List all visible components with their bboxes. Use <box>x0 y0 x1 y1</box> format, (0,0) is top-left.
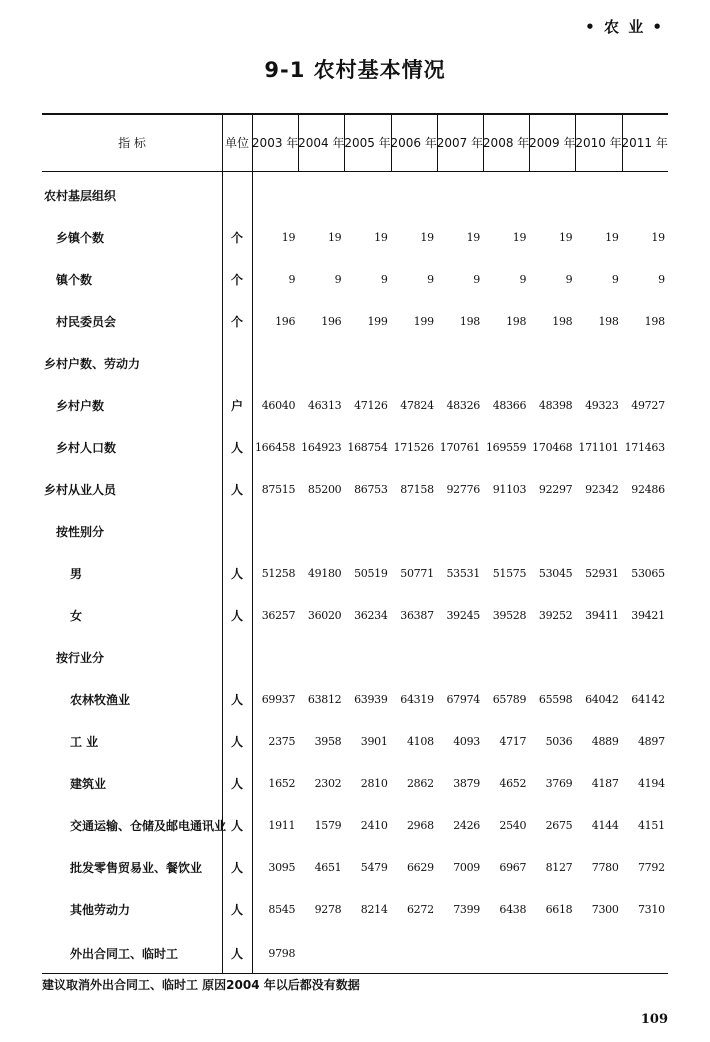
row-unit: 户 <box>230 399 243 413</box>
cell-value: 1652 <box>268 777 296 790</box>
cell-value: 39252 <box>538 609 573 622</box>
footnote: 建议取消外出合同工、临时工 原因2004 年以后都没有数据 <box>42 978 360 992</box>
cell-value: 7780 <box>591 861 619 874</box>
cell-value: 50519 <box>354 567 388 580</box>
row-unit: 人 <box>230 483 243 497</box>
row-unit: 人 <box>230 735 243 749</box>
table-row <box>42 774 668 794</box>
cell-value: 53045 <box>538 567 573 580</box>
cell-value: 7310 <box>637 903 665 916</box>
cell-value: 39528 <box>492 609 527 622</box>
table-row <box>42 438 668 458</box>
cell-value: 19 <box>512 231 527 244</box>
cell-value: 7399 <box>453 903 480 916</box>
cell-value: 171526 <box>393 441 434 454</box>
cell-value: 19 <box>558 231 573 244</box>
cell-value: 4144 <box>591 819 619 832</box>
cell-value: 1579 <box>314 819 342 832</box>
table-row <box>42 648 668 668</box>
cell-value: 198 <box>552 315 573 328</box>
cell-value: 9 <box>658 273 665 286</box>
cell-value: 19 <box>281 231 296 244</box>
cell-value: 3958 <box>314 735 342 748</box>
cell-value: 49727 <box>631 399 665 412</box>
table-row <box>42 312 668 332</box>
cell-value: 85200 <box>307 483 342 496</box>
cell-value: 1911 <box>268 819 296 832</box>
cell-value: 2540 <box>499 819 527 832</box>
cell-value: 48366 <box>492 399 527 412</box>
table-row <box>42 480 668 500</box>
row-label: 批发零售贸易业、餐饮业 <box>70 861 203 875</box>
cell-value: 166458 <box>254 441 296 454</box>
cell-value: 53531 <box>446 567 480 580</box>
cell-value: 4717 <box>499 735 527 748</box>
cell-value: 47126 <box>354 399 388 412</box>
cell-value: 46313 <box>307 399 342 412</box>
row-unit: 人 <box>230 819 243 833</box>
cell-value: 64319 <box>400 693 434 706</box>
header-divider <box>437 114 438 171</box>
cell-value: 36257 <box>261 609 296 622</box>
cell-value: 39245 <box>446 609 480 622</box>
cell-value: 65789 <box>492 693 527 706</box>
cell-value: 19 <box>374 231 388 244</box>
row-unit: 人 <box>230 861 243 875</box>
cell-value: 9 <box>473 273 480 286</box>
cell-value: 64042 <box>585 693 619 706</box>
table-row <box>42 396 668 416</box>
cell-value: 64142 <box>631 693 665 706</box>
cell-value: 7009 <box>453 861 480 874</box>
cell-value: 39421 <box>631 609 665 622</box>
table-row <box>42 944 668 964</box>
row-label: 外出合同工、临时工 <box>70 947 179 961</box>
table-row <box>42 522 668 542</box>
table-bottom-rule <box>42 973 668 974</box>
row-unit: 人 <box>230 609 243 623</box>
cell-value: 39411 <box>585 609 619 622</box>
header-divider <box>344 114 345 171</box>
cell-value: 9 <box>519 273 527 286</box>
cell-value: 170468 <box>532 441 573 454</box>
cell-value: 198 <box>506 315 527 328</box>
cell-value: 9 <box>288 273 296 286</box>
row-label: 乡镇个数 <box>56 231 105 245</box>
cell-value: 8545 <box>268 903 296 916</box>
row-label: 其他劳动力 <box>70 903 131 917</box>
cell-value: 171101 <box>578 441 619 454</box>
table-row <box>42 606 668 626</box>
cell-value: 9798 <box>268 947 296 960</box>
row-unit: 人 <box>230 441 243 455</box>
cell-value: 36387 <box>400 609 434 622</box>
cell-value: 50771 <box>400 567 434 580</box>
cell-value: 19 <box>605 231 619 244</box>
header-year: 2006 年 <box>390 136 437 150</box>
cell-value: 46040 <box>261 399 296 412</box>
cell-value: 2675 <box>545 819 573 832</box>
cell-value: 63939 <box>354 693 388 706</box>
cell-value: 2968 <box>406 819 434 832</box>
cell-value: 164923 <box>301 441 342 454</box>
row-label: 工 业 <box>70 735 99 749</box>
row-label: 按性别分 <box>56 525 105 539</box>
row-unit: 个 <box>230 231 243 245</box>
row-label: 交通运输、仓储及邮电通讯业 <box>70 819 227 833</box>
row-unit: 个 <box>230 315 243 329</box>
cell-value: 92486 <box>631 483 665 496</box>
cell-value: 2302 <box>314 777 342 790</box>
cell-value: 2810 <box>360 777 388 790</box>
cell-value: 4093 <box>453 735 480 748</box>
table-row <box>42 270 668 290</box>
cell-value: 196 <box>321 315 342 328</box>
cell-value: 7300 <box>591 903 619 916</box>
page-title: 9-1 农村基本情况 <box>264 58 446 82</box>
header-divider <box>622 114 623 171</box>
cell-value: 198 <box>459 315 480 328</box>
row-label: 男 <box>70 567 83 581</box>
header-unit: 单位 <box>224 136 249 150</box>
table-row <box>42 900 668 920</box>
cell-value: 8214 <box>360 903 388 916</box>
cell-value: 171463 <box>624 441 665 454</box>
cell-value: 65598 <box>538 693 573 706</box>
cell-value: 8127 <box>545 861 573 874</box>
row-label: 农村基层组织 <box>44 189 117 203</box>
cell-value: 3901 <box>360 735 388 748</box>
cell-value: 51575 <box>492 567 527 580</box>
cell-value: 5036 <box>545 735 573 748</box>
cell-value: 198 <box>644 315 665 328</box>
cell-value: 67974 <box>446 693 480 706</box>
cell-value: 6629 <box>406 861 434 874</box>
cell-value: 4108 <box>406 735 434 748</box>
cell-value: 199 <box>413 315 434 328</box>
table-row <box>42 228 668 248</box>
cell-value: 3095 <box>268 861 296 874</box>
cell-value: 49323 <box>585 399 619 412</box>
table-header-rule <box>42 171 668 172</box>
header-divider <box>391 114 392 171</box>
table-row <box>42 354 668 374</box>
cell-value: 2375 <box>268 735 296 748</box>
cell-value: 36020 <box>307 609 342 622</box>
cell-value: 91103 <box>492 483 527 496</box>
section-tag: • 农 业 • <box>585 18 664 36</box>
cell-value: 19 <box>651 231 665 244</box>
cell-value: 5479 <box>360 861 388 874</box>
cell-value: 69937 <box>261 693 296 706</box>
table-row <box>42 186 668 206</box>
cell-value: 48398 <box>538 399 573 412</box>
cell-value: 2862 <box>406 777 434 790</box>
cell-value: 19 <box>466 231 480 244</box>
table-row <box>42 816 668 836</box>
cell-value: 2410 <box>360 819 388 832</box>
cell-value: 9 <box>427 273 434 286</box>
cell-value: 49180 <box>307 567 342 580</box>
cell-value: 9 <box>380 273 388 286</box>
cell-value: 4194 <box>637 777 665 790</box>
cell-value: 9 <box>334 273 342 286</box>
cell-value: 86753 <box>354 483 388 496</box>
row-label: 乡村从业人员 <box>44 483 117 497</box>
row-label: 村民委员会 <box>56 315 117 329</box>
cell-value: 47824 <box>400 399 434 412</box>
cell-value: 48326 <box>446 399 480 412</box>
cell-value: 9 <box>611 273 619 286</box>
header-year: 2010 年 <box>575 136 622 150</box>
cell-value: 19 <box>420 231 434 244</box>
cell-value: 170761 <box>439 441 480 454</box>
row-label: 农林牧渔业 <box>70 693 131 707</box>
cell-value: 6272 <box>406 903 434 916</box>
row-unit: 人 <box>230 567 243 581</box>
cell-value: 4897 <box>637 735 665 748</box>
header-year: 2005 年 <box>344 136 391 150</box>
table-row <box>42 858 668 878</box>
row-label: 女 <box>70 609 83 623</box>
cell-value: 2426 <box>453 819 480 832</box>
cell-value: 19 <box>327 231 342 244</box>
header-year: 2004 年 <box>298 136 345 150</box>
cell-value: 4889 <box>591 735 619 748</box>
cell-value: 3769 <box>545 777 573 790</box>
row-unit: 个 <box>230 273 243 287</box>
cell-value: 4651 <box>314 861 342 874</box>
page-number: 109 <box>640 1012 668 1027</box>
row-unit: 人 <box>230 947 243 961</box>
cell-value: 92342 <box>585 483 619 496</box>
cell-value: 63812 <box>307 693 342 706</box>
row-label: 乡村户数、劳动力 <box>44 357 141 371</box>
header-divider <box>298 114 299 171</box>
cell-value: 6967 <box>499 861 527 874</box>
cell-value: 9 <box>565 273 573 286</box>
header-indicator: 指 标 <box>118 136 146 150</box>
cell-value: 53065 <box>631 567 665 580</box>
row-label: 镇个数 <box>56 273 93 287</box>
cell-value: 51258 <box>261 567 296 580</box>
cell-value: 4652 <box>499 777 527 790</box>
row-unit: 人 <box>230 777 243 791</box>
table-row <box>42 732 668 752</box>
table-row <box>42 690 668 710</box>
header-divider <box>483 114 484 171</box>
header-divider <box>529 114 530 171</box>
cell-value: 199 <box>367 315 388 328</box>
cell-value: 3879 <box>453 777 480 790</box>
cell-value: 6618 <box>545 903 573 916</box>
header-year: 2007 年 <box>436 136 484 150</box>
cell-value: 4151 <box>637 819 665 832</box>
cell-value: 168754 <box>347 441 388 454</box>
cell-value: 36234 <box>354 609 388 622</box>
cell-value: 6438 <box>499 903 527 916</box>
row-unit: 人 <box>230 693 243 707</box>
row-label: 乡村人口数 <box>56 441 117 455</box>
cell-value: 7792 <box>637 861 665 874</box>
cell-value: 196 <box>275 315 296 328</box>
cell-value: 4187 <box>591 777 619 790</box>
cell-value: 9278 <box>314 903 342 916</box>
cell-value: 92297 <box>538 483 573 496</box>
row-label: 乡村户数 <box>56 399 105 413</box>
header-divider <box>575 114 576 171</box>
cell-value: 92776 <box>446 483 480 496</box>
row-label: 建筑业 <box>70 777 107 791</box>
header-year: 2003 年 <box>251 136 299 150</box>
row-unit: 人 <box>230 903 243 917</box>
cell-value: 52931 <box>585 567 619 580</box>
cell-value: 169559 <box>485 441 527 454</box>
header-year: 2009 年 <box>529 136 576 150</box>
row-label: 按行业分 <box>56 651 105 665</box>
cell-value: 87515 <box>261 483 296 496</box>
header-year: 2008 年 <box>482 136 530 150</box>
cell-value: 198 <box>598 315 619 328</box>
header-year: 2011 年 <box>621 136 668 150</box>
cell-value: 87158 <box>400 483 434 496</box>
table-row <box>42 564 668 584</box>
